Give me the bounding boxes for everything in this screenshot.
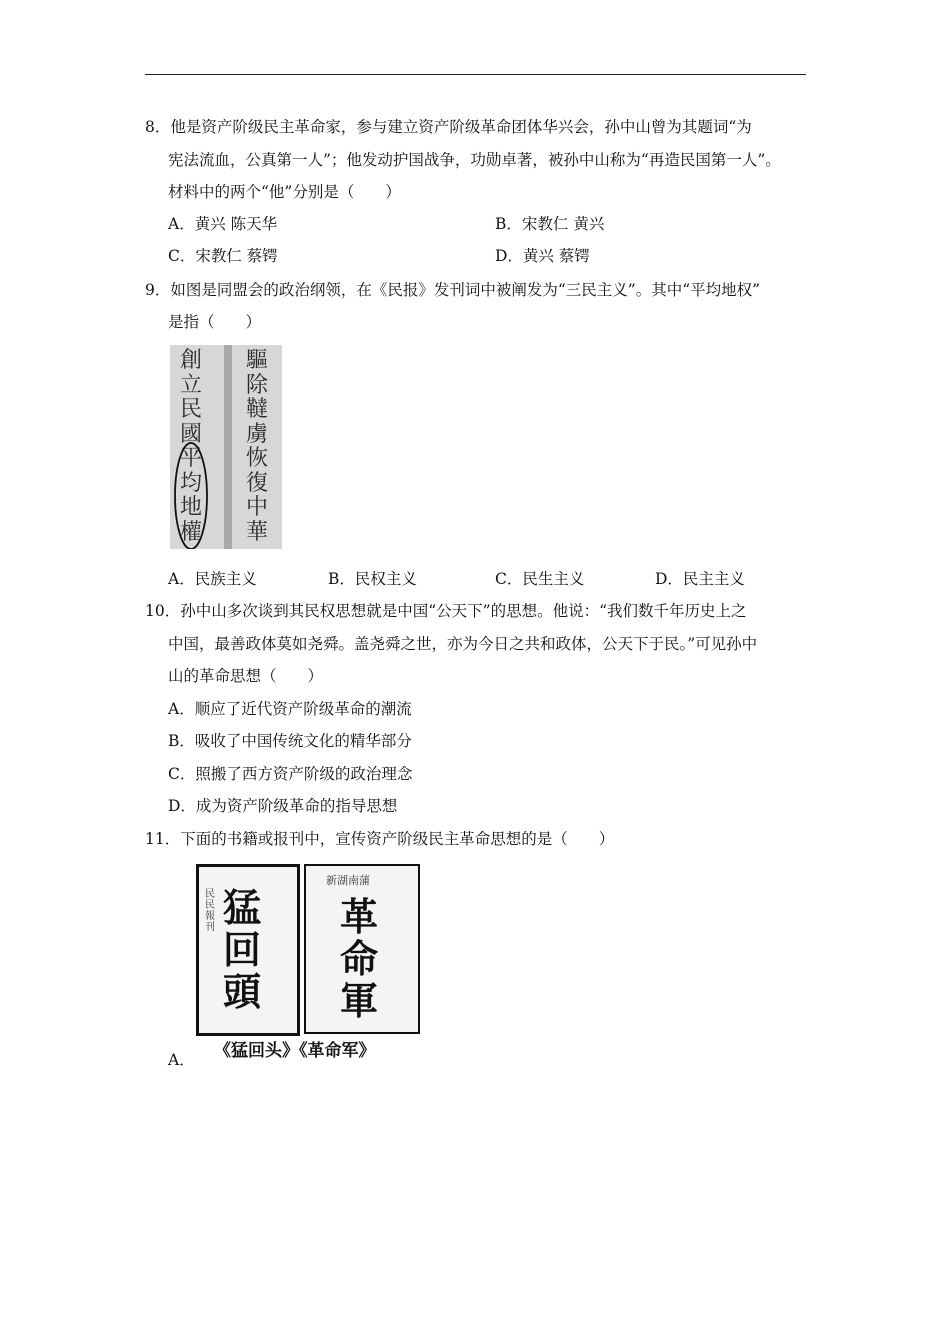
program-right-column: 驅 除 韃 虜 恢 復 中 華 (245, 348, 268, 545)
q11-line-1: 11．下面的书籍或报刊中，宣传资产阶级民主革命思想的是（ ） (145, 830, 615, 848)
q8-option-b[interactable]: B．宋教仁 黄兴 (495, 215, 605, 233)
program-left-column: 創 立 民 國 平 均 地 權 (179, 348, 202, 545)
q8-line-3: 材料中的两个“他”分别是（ ） (168, 183, 401, 201)
book1-title: 猛 回 頭 (223, 885, 262, 1014)
header-rule (145, 74, 806, 75)
books-caption: 《猛回头》《革命军》 (214, 1041, 376, 1061)
q9-line-2: 是指（ ） (168, 313, 262, 331)
q9-option-d[interactable]: D．民主主义 (655, 570, 745, 588)
books-image (196, 864, 424, 1060)
book1-side-text: 民 民 報 刊 (205, 889, 215, 933)
book-menghuitou (196, 864, 300, 1036)
q8-option-a[interactable]: A．黄兴 陈天华 (168, 215, 278, 233)
q9-option-b[interactable]: B．民权主义 (328, 570, 417, 588)
q9-option-c[interactable]: C．民生主义 (495, 570, 585, 588)
q9-line-1: 9．如图是同盟会的政治纲领，在《民报》发刊词中被阐发为“三民主义”。其中“平均地权” (145, 281, 761, 299)
q10-line-2: 中国，最善政体莫如尧舜。盖尧舜之世，亦为今日之共和政体，公天下于民。”可见孙中 (168, 635, 758, 653)
q9-option-a[interactable]: A．民族主义 (168, 570, 257, 588)
q11-option-a[interactable]: A． (168, 1051, 195, 1069)
tongmenghui-program-image (170, 345, 282, 549)
q8-option-d[interactable]: D．黄兴 蔡锷 (495, 247, 590, 265)
highlight-oval (170, 345, 282, 549)
book2-title: 革 命 軍 (340, 894, 379, 1023)
q8-line-1: 8．他是资产阶级民主革命家，参与建立资产阶级革命团体华兴会，孙中山曾为其题词“为 (145, 118, 752, 136)
q10-option-a[interactable]: A．顺应了近代资产阶级革命的潮流 (168, 700, 412, 718)
q10-option-b[interactable]: B．吸收了中国传统文化的精华部分 (168, 732, 412, 750)
q8-option-c[interactable]: C．宋教仁 蔡锷 (168, 247, 278, 265)
book-gemingjun (304, 864, 420, 1034)
q10-line-3: 山的革命思想（ ） (168, 667, 324, 685)
book2-header: 新湖南蒲 (326, 874, 370, 887)
q10-line-1: 10．孙中山多次谈到其民权思想就是中国“公天下”的思想。他说：“我们数千年历史上之 (145, 602, 747, 620)
q8-line-2: 宪法流血，公真第一人”；他发动护国战争，功勋卓著，被孙中山称为“再造民国第一人”。 (168, 151, 781, 169)
q10-option-c[interactable]: C．照搬了西方资产阶级的政治理念 (168, 765, 413, 783)
q10-option-d[interactable]: D．成为资产阶级革命的指导思想 (168, 797, 398, 815)
